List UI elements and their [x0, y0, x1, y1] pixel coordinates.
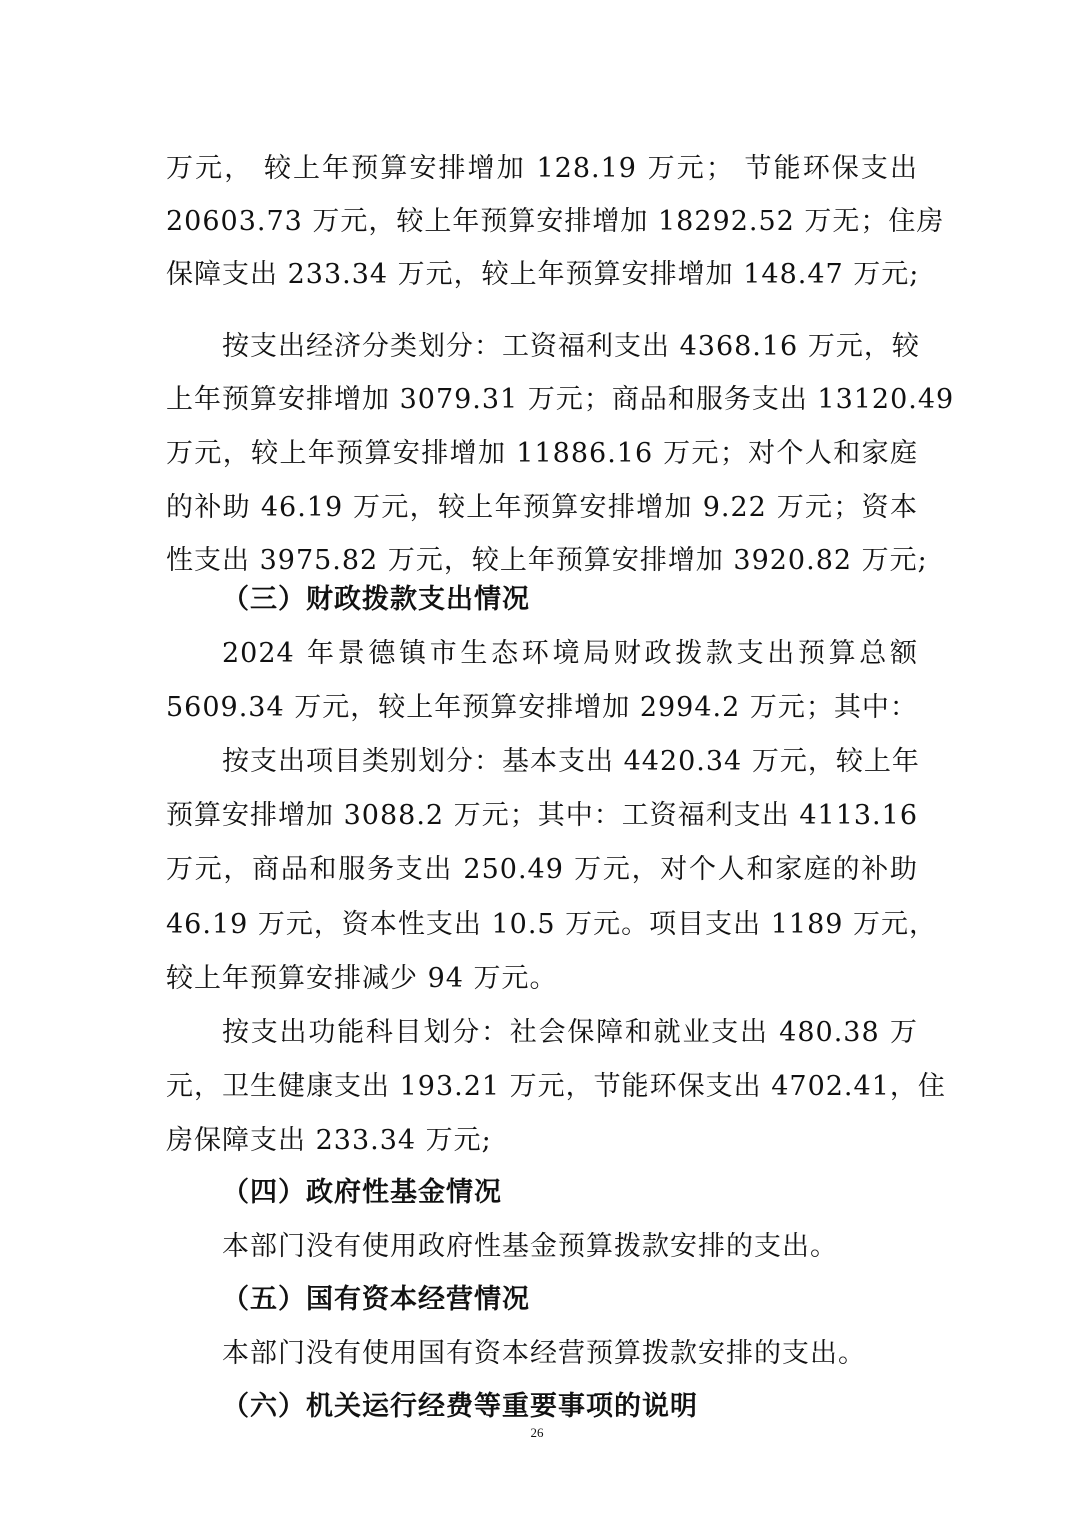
section-heading: （六）机关运行经费等重要事项的说明: [222, 1391, 698, 1422]
text-line: 万元，较上年预算安排增加 11886.16 万元；对个人和家庭: [166, 438, 918, 469]
page-number: 26: [530, 1425, 544, 1440]
text-line: 46.19 万元，资本性支出 10.5 万元。项目支出 1189 万元，: [166, 909, 938, 940]
text-line: 万元，商品和服务支出 250.49 万元，对个人和家庭的补助: [166, 854, 918, 885]
text-line: 按支出经济分类划分：工资福利支出 4368.16 万元，较: [222, 331, 920, 362]
text-line: 2024 年景德镇市生态环境局财政拨款支出预算总额: [222, 638, 918, 669]
section-heading: （三）财政拨款支出情况: [222, 584, 530, 615]
text-line: 按支出功能科目划分：社会保障和就业支出 480.38 万: [222, 1017, 918, 1048]
text-line: 5609.34 万元，较上年预算安排增加 2994.2 万元；其中：: [166, 692, 918, 723]
section-heading: （五）国有资本经营情况: [222, 1284, 530, 1315]
text-line: 元，卫生健康支出 193.21 万元，节能环保支出 4702.41，住: [166, 1071, 946, 1102]
text-line: 本部门没有使用国有资本经营预算拨款安排的支出。: [222, 1338, 866, 1369]
text-line: 万元， 较上年预算安排增加 128.19 万元； 节能环保支出: [166, 153, 918, 184]
text-line: 按支出项目类别划分：基本支出 4420.34 万元，较上年: [222, 746, 920, 777]
section-heading: （四）政府性基金情况: [222, 1177, 502, 1208]
text-line: 预算安排增加 3088.2 万元；其中：工资福利支出 4113.16: [166, 800, 918, 831]
text-line: 保障支出 233.34 万元，较上年预算安排增加 148.47 万元;: [166, 259, 920, 290]
text-line: 本部门没有使用政府性基金预算拨款安排的支出。: [222, 1231, 838, 1262]
text-line: 20603.73 万元，较上年预算安排增加 18292.52 万无；住房: [166, 206, 945, 237]
text-line: 较上年预算安排减少 94 万元。: [166, 963, 558, 994]
text-line: 性支出 3975.82 万元，较上年预算安排增加 3920.82 万元;: [166, 545, 928, 576]
text-line: 的补助 46.19 万元，较上年预算安排增加 9.22 万元；资本: [166, 492, 918, 523]
text-line: 房保障支出 233.34 万元;: [166, 1125, 492, 1156]
text-line: 上年预算安排增加 3079.31 万元；商品和服务支出 13120.49: [166, 384, 955, 415]
